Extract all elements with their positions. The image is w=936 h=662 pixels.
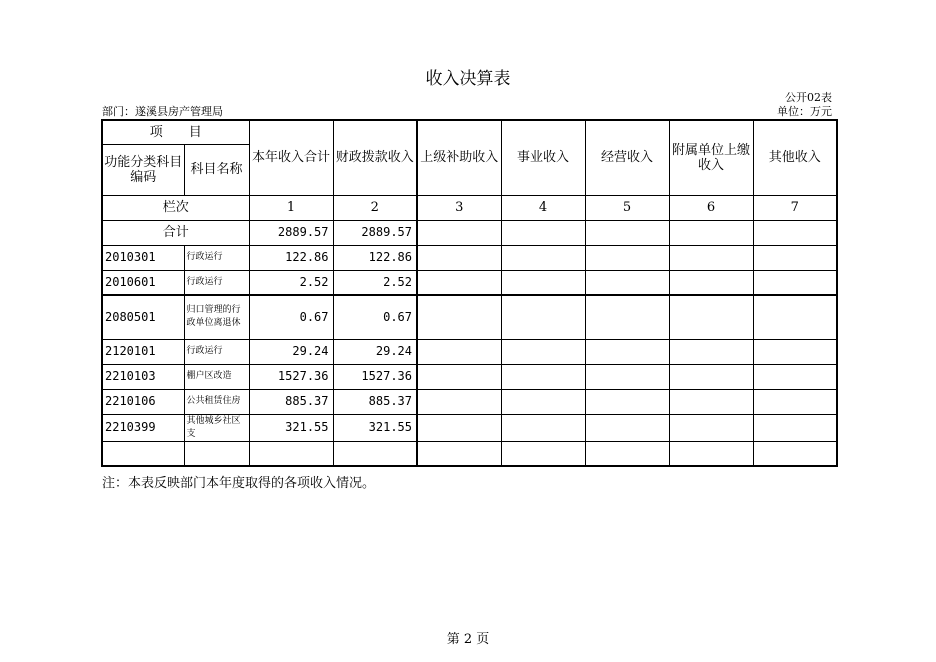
row-fiscal: 885.37 bbox=[333, 389, 417, 414]
row-fiscal: 0.67 bbox=[333, 295, 417, 339]
row-fiscal: 321.55 bbox=[333, 414, 417, 441]
total-row-total: 2889.57 bbox=[249, 220, 333, 245]
row-total: 2.52 bbox=[249, 270, 333, 295]
row-fiscal: 122.86 bbox=[333, 245, 417, 270]
row-name: 行政运行 bbox=[184, 245, 249, 270]
row-total: 29.24 bbox=[249, 339, 333, 364]
table-row bbox=[102, 295, 837, 339]
column-index-3: 3 bbox=[417, 195, 501, 220]
unit-label: 单位：万元 bbox=[777, 105, 832, 118]
row-code: 2210399 bbox=[102, 414, 184, 441]
form-number: 公开02表 bbox=[785, 91, 832, 104]
row-code: 2210106 bbox=[102, 389, 184, 414]
table-row bbox=[102, 364, 837, 389]
table-row bbox=[102, 339, 837, 364]
table-row bbox=[102, 245, 837, 270]
page-number: 第 2 页 bbox=[446, 632, 490, 647]
table-row-empty bbox=[102, 441, 837, 466]
table-row bbox=[102, 389, 837, 414]
header-operating: 经营收入 bbox=[585, 120, 669, 195]
header-item: 项 目 bbox=[102, 120, 249, 144]
header-total: 本年收入合计 bbox=[249, 120, 333, 195]
total-row-fiscal: 2889.57 bbox=[333, 220, 417, 245]
row-name: 公共租赁住房 bbox=[184, 389, 249, 414]
row-fiscal: 29.24 bbox=[333, 339, 417, 364]
table-row bbox=[102, 270, 837, 295]
column-index-5: 5 bbox=[585, 195, 669, 220]
row-total: 321.55 bbox=[249, 414, 333, 441]
department-label: 部门：遂溪县房产管理局 bbox=[102, 105, 223, 118]
header-superior: 上级补助收入 bbox=[417, 120, 501, 195]
row-name: 行政运行 bbox=[184, 270, 249, 295]
header-subject-name: 科目名称 bbox=[184, 144, 249, 195]
row-total: 885.37 bbox=[249, 389, 333, 414]
table-note: 注：本表反映部门本年度取得的各项收入情况。 bbox=[102, 476, 376, 491]
row-name: 归口管理的行政单位离退休 bbox=[184, 295, 249, 339]
column-index-2: 2 bbox=[333, 195, 417, 220]
total-row-label: 合计 bbox=[102, 220, 249, 245]
row-code: 2010601 bbox=[102, 270, 184, 295]
column-index-label: 栏次 bbox=[102, 195, 249, 220]
page-title: 收入决算表 bbox=[425, 69, 511, 89]
header-business: 事业收入 bbox=[501, 120, 585, 195]
header-func-code: 功能分类科目编码 bbox=[102, 144, 184, 195]
row-code: 2010301 bbox=[102, 245, 184, 270]
column-index-4: 4 bbox=[501, 195, 585, 220]
row-code: 2080501 bbox=[102, 295, 184, 339]
row-fiscal: 2.52 bbox=[333, 270, 417, 295]
row-total: 1527.36 bbox=[249, 364, 333, 389]
row-total: 122.86 bbox=[249, 245, 333, 270]
row-name: 其他城乡社区支 bbox=[184, 414, 249, 441]
row-code: 2210103 bbox=[102, 364, 184, 389]
column-index-1: 1 bbox=[249, 195, 333, 220]
income-table bbox=[101, 119, 838, 467]
header-affiliated: 附属单位上缴收入 bbox=[669, 120, 753, 195]
row-name: 行政运行 bbox=[184, 339, 249, 364]
header-other: 其他收入 bbox=[753, 120, 837, 195]
column-index-7: 7 bbox=[753, 195, 837, 220]
row-fiscal: 1527.36 bbox=[333, 364, 417, 389]
row-name: 棚户区改造 bbox=[184, 364, 249, 389]
header-fiscal: 财政拨款收入 bbox=[333, 120, 417, 195]
column-index-6: 6 bbox=[669, 195, 753, 220]
table-row bbox=[102, 414, 837, 441]
row-total: 0.67 bbox=[249, 295, 333, 339]
row-code: 2120101 bbox=[102, 339, 184, 364]
